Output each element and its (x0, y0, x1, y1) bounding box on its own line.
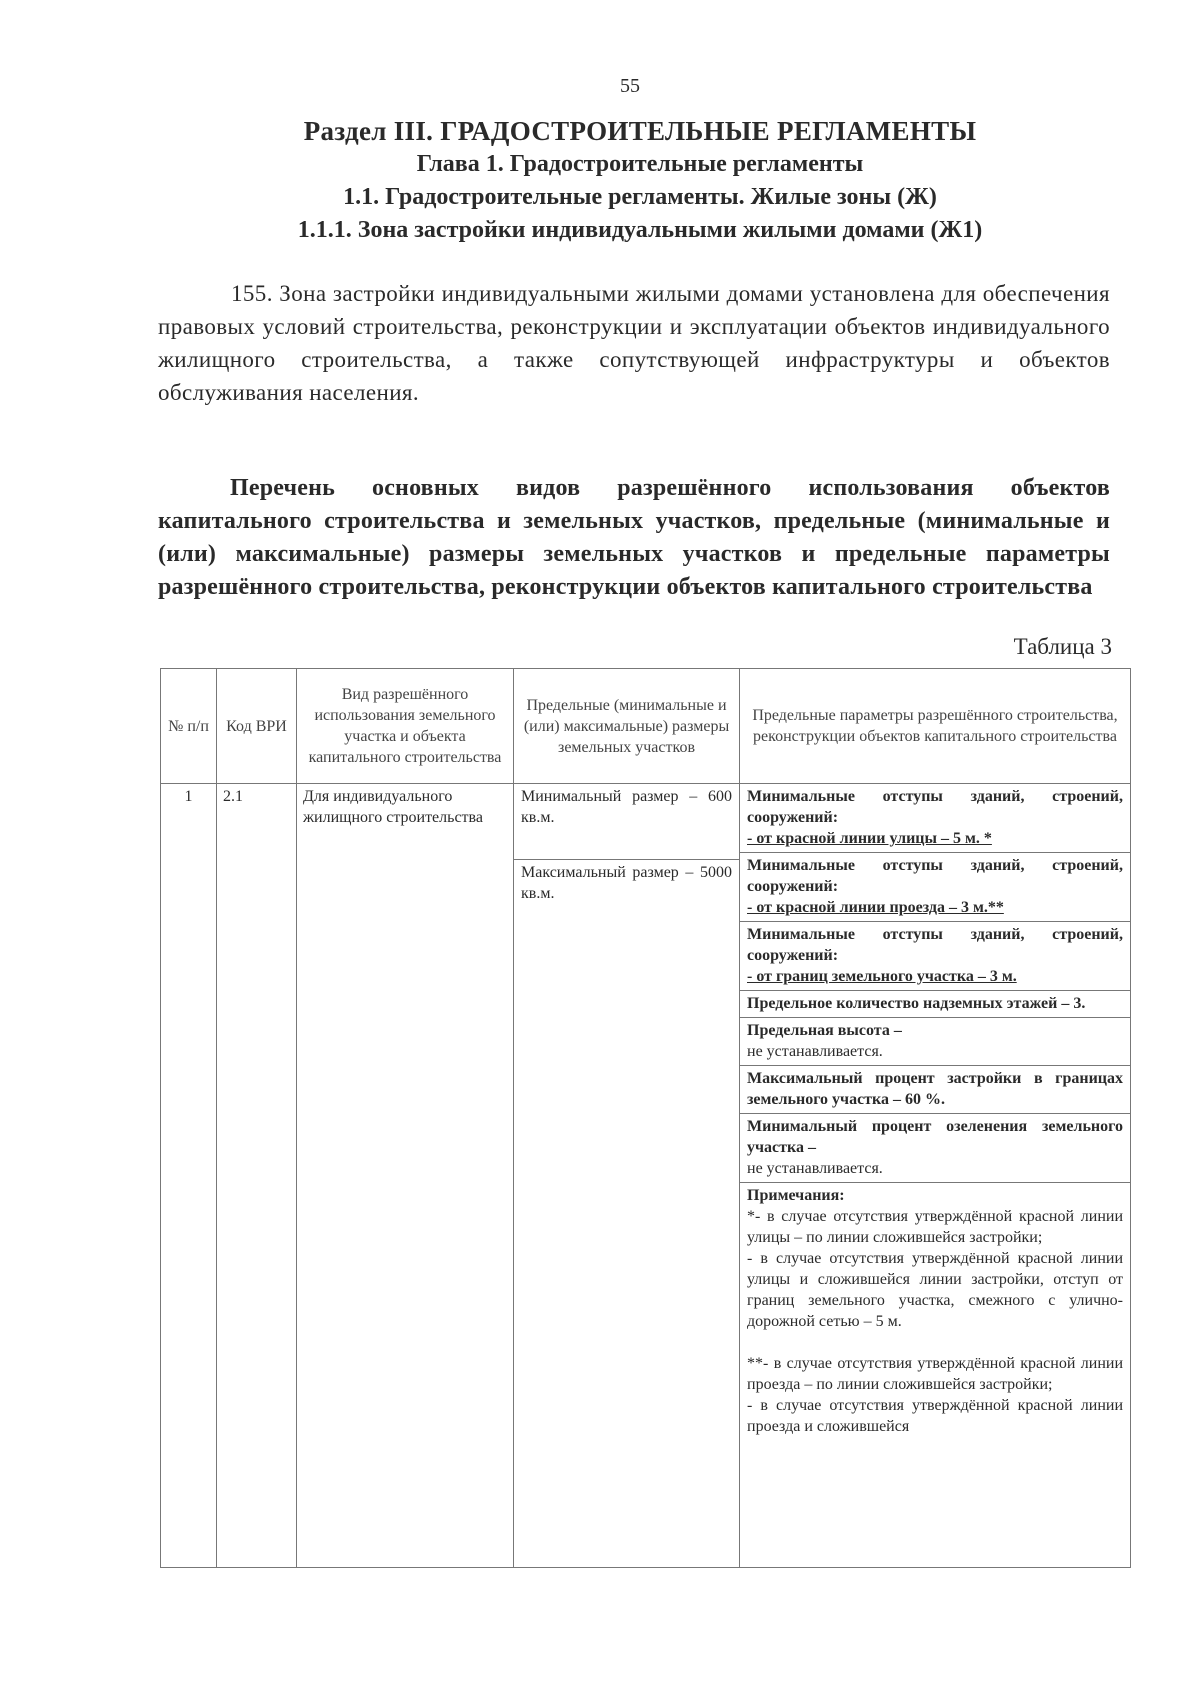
header-number: № п/п (161, 669, 217, 784)
param-offset-plot-value: - от границ земельного участка – 3 м. (747, 968, 1017, 985)
size-max: Максимальный размер – 5000 кв.м. (521, 864, 732, 902)
param-greenery (740, 1114, 1130, 1183)
param-height (740, 1018, 1130, 1066)
notes-title: Примечания: (747, 1187, 845, 1204)
param-greenery-title: Минимальный процент озеленения земельного участка – (747, 1118, 1123, 1156)
param-offset-street (740, 784, 1130, 853)
param-coverage (740, 1066, 1130, 1114)
section-heading: Раздел III. ГРАДОСТРОИТЕЛЬНЫЕ РЕГЛАМЕНТЫ (303, 116, 977, 146)
page-number: 55 (620, 75, 640, 97)
param-offset-driveway-value: - от красной линии проезда – 3 м.** (747, 899, 1004, 916)
param-height-title: Предельная высота – (747, 1022, 902, 1039)
param-offset-driveway-title: Минимальные отступы зданий, строений, сооружений: (747, 857, 1123, 895)
size-min: Минимальный размер – 600 кв.м. (514, 784, 739, 860)
param-offset-driveway (740, 853, 1130, 922)
table-row (161, 784, 1131, 1568)
note-1: *- в случае отсутствия утверждённой красной линии улицы – по линии сложившейся застройки; (747, 1208, 1123, 1246)
zone-description-paragraph: 155. Зона застройки индивидуальными жилыми домами установлена для обеспечения правовых условий строительства, реконструкции и эксплуатации объектов индивидуального жилищного строительства, а также сопутствующей инфраструктуры и объектов обслуживания населения. (158, 281, 1110, 405)
table-label: Таблица 3 (1013, 634, 1112, 659)
regulations-table (160, 668, 1131, 1568)
note-4: - в случае отсутствия утверждённой красной линии проезда и сложившейся (747, 1397, 1123, 1435)
param-floors-title: Предельное количество надземных этажей – 3. (747, 995, 1086, 1012)
param-floors (740, 991, 1130, 1018)
header-build-params: Предельные параметры разрешённого строительства, реконструкции объектов капитального строительства (740, 669, 1131, 784)
row-plot-sizes (514, 784, 740, 1568)
table-header-row (161, 669, 1131, 784)
param-height-value: не устанавливается. (747, 1043, 883, 1060)
note-3: **- в случае отсутствия утверждённой красной линии проезда – по линии сложившейся застройки; (747, 1355, 1123, 1393)
row-code: 2.1 (217, 784, 297, 1568)
header-code: Код ВРИ (217, 669, 297, 784)
subsection-heading: 1.1. Градостроительные регламенты. Жилые зоны (Ж) (343, 184, 937, 210)
param-offset-plot-title: Минимальные отступы зданий, строений, сооружений: (747, 926, 1123, 964)
param-greenery-value: не устанавливается. (747, 1160, 883, 1177)
header-plot-sizes: Предельные (минимальные и (или) максимальные) размеры земельных участков (514, 669, 740, 784)
headings (160, 114, 1120, 247)
param-offset-plot (740, 922, 1130, 991)
row-number: 1 (161, 784, 217, 1568)
param-offset-street-title: Минимальные отступы зданий, строений, сооружений: (747, 788, 1123, 826)
row-build-params (740, 784, 1131, 1568)
param-coverage-title: Максимальный процент застройки в границах земельного участка – 60 %. (747, 1070, 1123, 1108)
note-2: - в случае отсутствия утверждённой красной линии улицы и сложившейся линии застройки, отступ от границ земельного участка, смежного с улично-дорожной сетью – 5 м. (747, 1250, 1123, 1330)
notes (740, 1183, 1130, 1440)
permitted-use-list-title: Перечень основных видов разрешённого использования объектов капитального строительства и земельных участков, предельные (минимальные и (или) максимальные) размеры земельных участков и предельные параметры разрешённого строительства, реконструкции объектов капитального строительства (158, 475, 1110, 600)
row-use-kind: Для индивидуального жилищного строительства (297, 784, 514, 1568)
zone-heading: 1.1.1. Зона застройки индивидуальными жилыми домами (Ж1) (297, 217, 983, 243)
param-offset-street-value: - от красной линии улицы – 5 м. * (747, 830, 992, 847)
chapter-heading: Глава 1. Градостроительные регламенты (416, 151, 864, 177)
header-use-kind: Вид разрешённого использования земельного участка и объекта капитального строительства (297, 669, 514, 784)
